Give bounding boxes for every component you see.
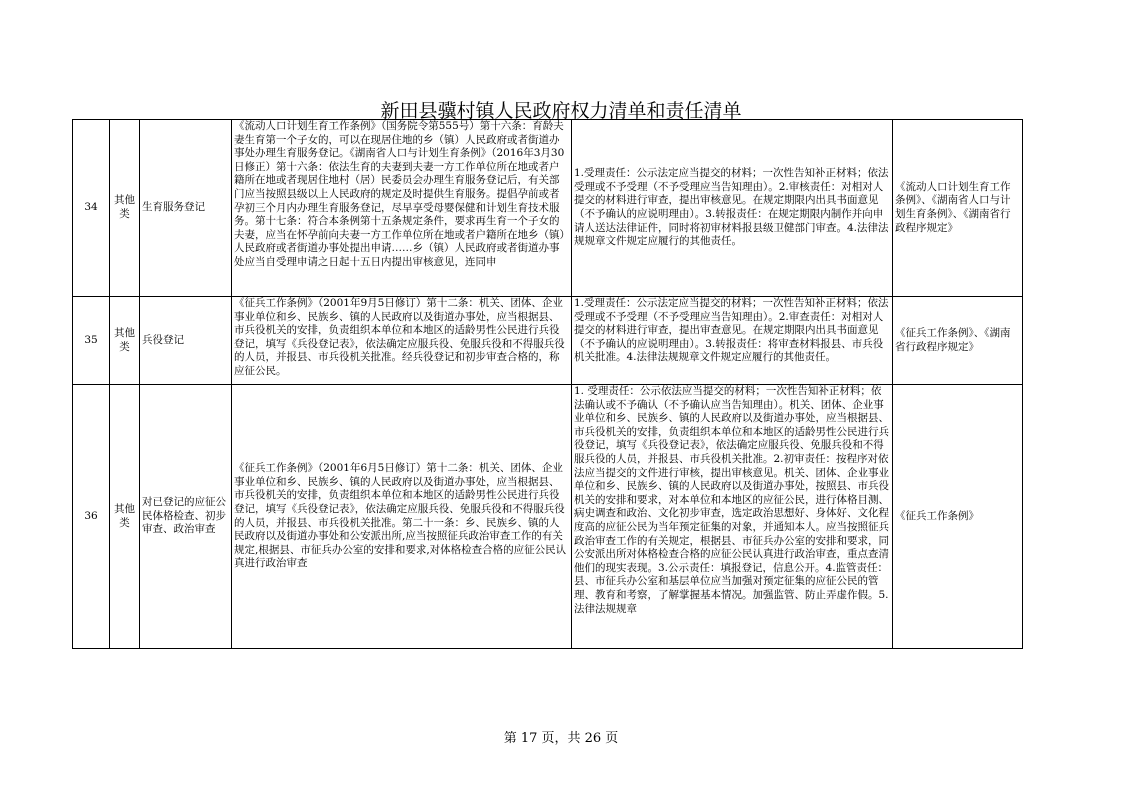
legal-basis-text: 《流动人口计划生育工作条例》（国务院令第555号）第十六条：育龄夫妻生育第一个子女的，可以在现居住地的乡（镇）人民政府或者街道办事处办理生育服务登记。《湖南省人口与计划生育条例》（2016年3月30日修正）第十六条：依法生育的夫妻到夫妻一方工作单位所在地或者户籍所在地或者现居住地村（居）民委员会办理生育服务登记后，有关部门应当按照县级以上人民政府的规定及时提供生育服务。提倡孕前或者孕初三个月内办理生育服务登记，尽早享受母婴保健和计划生育技术服务。第十七条：符合本条例第十五条规定条件，要求再生育一个子女的夫妻，应当在怀孕前向夫妻一方工作单位所在地或者户籍所在地乡（镇）人民政府或者街道办事处提出申请……乡（镇）人民政府或者街道办事处应当自受理申请之日起十五日内提出审核意见，连同申 <box>234 120 565 268</box>
row-law-reference: 《征兵工作条例》 <box>893 385 1023 649</box>
row-legal-basis <box>232 385 572 649</box>
legal-basis-text: 《征兵工作条例》（2001年6月5日修订）第十二条：机关、团体、企业事业单位和乡、民族乡、镇的人民政府以及街道办事处，应当根据县、市兵役机关的安排，负责组织本单位和本地区的适龄男性公民进行兵役登记，填写《兵役登记表》，依法确定应服兵役、免服兵役和不得服兵役的人员，并报县、市兵役机关批准。第二十一条：乡、民族乡、镇的人民政府以及街道办事处和公安派出所,应当按照征兵政治审查工作的有关规定,根据县、市征兵办公室的安排和要求,对体格检查合格的应征公民认真进行政治审查 <box>234 462 567 570</box>
row-category: 其他类 <box>110 120 140 297</box>
row-legal-basis <box>232 297 572 385</box>
legal-basis-text: 《征兵工作条例》（2001年9月5日修订）第十二条：机关、团体、企业事业单位和乡、民族乡、镇的人民政府以及街道办事处，应当根据县、市兵役机关的安排，负责组织本单位和本地区的适龄男性公民进行兵役登记，填写《兵役登记表》，依法确定应服兵役、免服兵役和不得服兵役的人员，并报县、市兵役机关批准。经兵役登记和初步审查合格的，称应征公民。 <box>234 297 565 377</box>
row-law-reference: 《流动人口计划生育工作条例》、《湖南省人口与计划生育条例》、《湖南省行政程序规定》 <box>893 120 1023 297</box>
row-number: 35 <box>73 297 110 385</box>
row-responsibility <box>572 297 893 385</box>
table-row <box>73 385 1023 649</box>
row-number: 36 <box>73 385 110 649</box>
row-law-reference: 《征兵工作条例》、《湖南省行政程序规定》 <box>893 297 1023 385</box>
row-category: 其他类 <box>110 385 140 649</box>
row-legal-basis <box>232 120 572 297</box>
row-responsibility <box>572 385 893 649</box>
row-responsibility <box>572 120 893 297</box>
row-number: 34 <box>73 120 110 297</box>
responsibility-text: 1. 受理责任：公示依法应当提交的材料；一次性告知补正材料；依法确认或不予确认（不予确认应当告知理由）。机关、团体、企业事业单位和乡、民族乡、镇的人民政府以及街道办事处，应当根据县、市兵役机关的安排，负责组织本单位和本地区的适龄男性公民进行兵役登记，填写《兵役登记表》，依法确定应服兵役、免服兵役和不得服兵役的人员，并报县、市兵役机关批准。2.初审责任：按程序对依法应当提交的文件进行审核，提出审核意见。机关、团体、企业事业单位和乡、民族乡、镇的人民政府以及街道办事处，按照县、市兵役机关的安排和要求，对本单位和本地区的应征公民，进行体格目测、病史调查和政治、文化初步审查，选定政治思想好、身体好、文化程度高的应征公民为当年预定征集的对象，并通知本人。应当按照征兵政治审查工作的有关规定，根据县、市征兵办公室的安排和要求，同公安派出所对体格检查合格的应征公民认真进行政治审查，重点查清他们的现实表现。3.公示责任：填报登记，信息公开。4.监管责任：县、市征兵办公室和基层单位应当加强对预定征集的应征公民的管理、教育和考察，了解掌握基本情况。加强监管、防止弄虚作假。5.法律法规规章 <box>574 385 889 615</box>
row-item-name: 生育服务登记 <box>140 120 232 297</box>
table-row <box>73 120 1023 297</box>
row-category: 其他类 <box>110 297 140 385</box>
power-responsibility-table <box>72 119 1023 649</box>
page-footer: 第 17 页，共 26 页 <box>503 731 619 746</box>
page-title: 新田县骥村镇人民政府权力清单和责任清单 <box>380 100 742 122</box>
table-row <box>73 297 1023 385</box>
row-item-name: 兵役登记 <box>140 297 232 385</box>
responsibility-text: 1.受理责任：公示法定应当提交的材料；一次性告知补正材料；依法受理或不予受理（不予受理应当告知理由）。2.审查责任：对相对人提交的材料进行审查，提出审查意见。在规定期限内出具书面意见（不予确认的应说明理由）。3.转报责任：将审查材料报县、市兵役机关批准。4.法律法规规章文件规定应履行的其他责任。 <box>574 297 889 364</box>
responsibility-text: 1.受理责任：公示法定应当提交的材料；一次性告知补正材料；依法受理或不予受理（不予受理应当告知理由）。2.审核责任：对相对人提交的材料进行审查，提出审核意见。在规定期限内出具书面意见（不予确认的应说明理由）。3.转报责任：在规定期限内制作并向申请人送达法律证件，同时将初审材料报县级卫健部门审查。4.法律法规规章文件规定应履行的其他责任。 <box>574 167 889 248</box>
row-item-name: 对已登记的应征公民体格检查、初步审查、政治审查 <box>140 385 232 649</box>
